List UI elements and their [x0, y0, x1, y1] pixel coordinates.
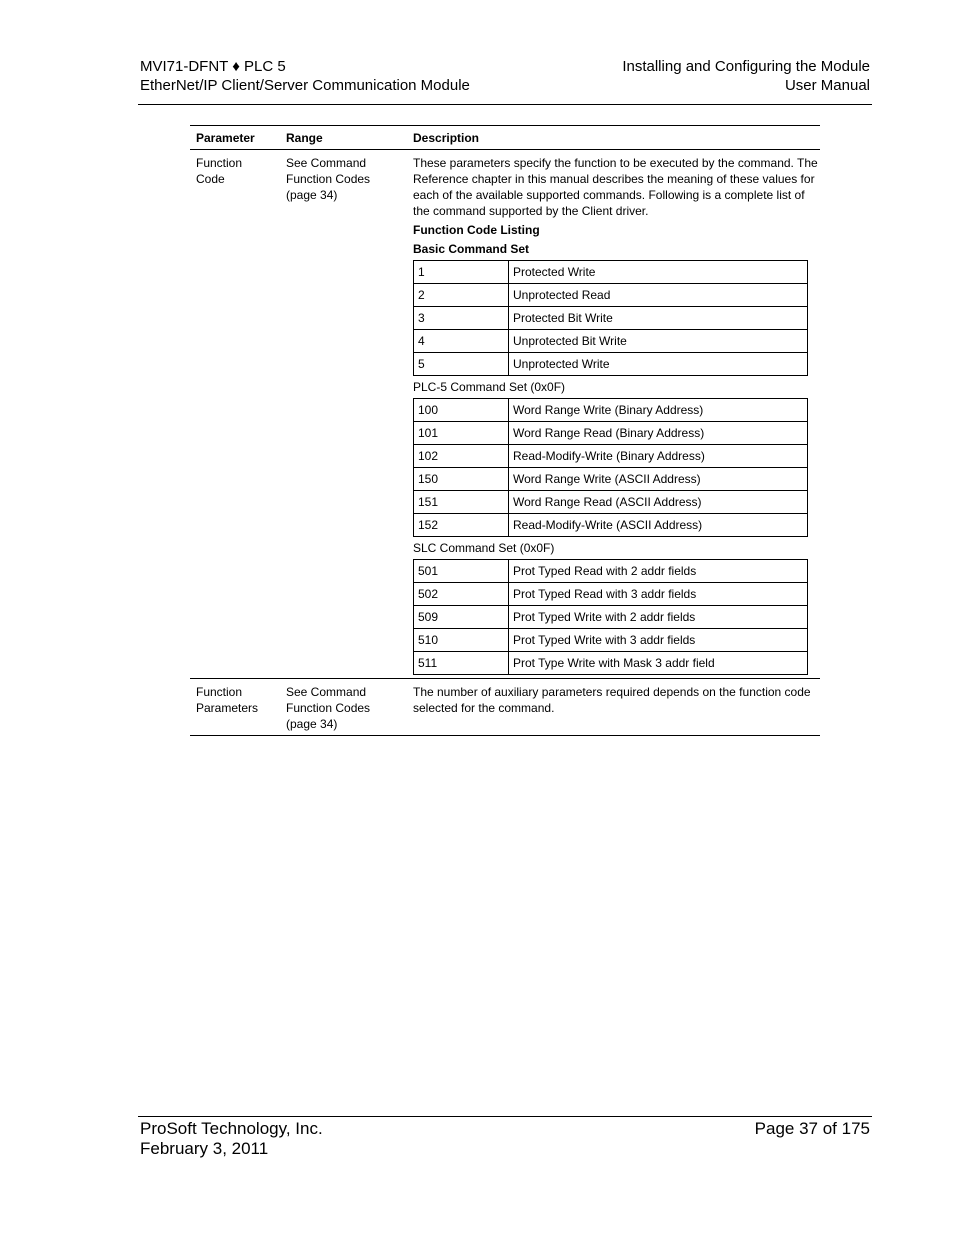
table-row	[414, 330, 808, 353]
table-row-function-parameters	[190, 679, 820, 736]
table-row	[414, 583, 808, 606]
table-row	[414, 468, 808, 491]
table-row	[414, 491, 808, 514]
footer-company: ProSoft Technology, Inc.	[140, 1119, 323, 1138]
code-cell: 152	[414, 514, 509, 537]
code-name-cell: Prot Typed Read with 2 addr fields	[509, 560, 808, 583]
code-cell: 151	[414, 491, 509, 514]
table-row	[414, 606, 808, 629]
code-name-cell: Prot Typed Write with 3 addr fields	[509, 629, 808, 652]
code-name-cell: Word Range Write (Binary Address)	[509, 399, 808, 422]
code-cell: 502	[414, 583, 509, 606]
slc-command-set-table	[413, 559, 808, 675]
code-name-cell: Protected Bit Write	[509, 307, 808, 330]
code-name-cell: Word Range Write (ASCII Address)	[509, 468, 808, 491]
table-row	[414, 261, 808, 284]
table-row	[414, 307, 808, 330]
table-row-function-code	[190, 150, 820, 679]
code-name-cell: Prot Type Write with Mask 3 addr field	[509, 652, 808, 675]
table-row	[414, 514, 808, 537]
column-header-description: Description	[407, 126, 820, 150]
set-label-slc: SLC Command Set (0x0F)	[413, 541, 555, 555]
code-cell: 150	[414, 468, 509, 491]
footer-date: February 3, 2011	[140, 1139, 269, 1158]
code-name-cell: Protected Write	[509, 261, 808, 284]
code-name-cell: Prot Typed Write with 2 addr fields	[509, 606, 808, 629]
code-name-cell: Unprotected Write	[509, 353, 808, 376]
footer-left	[140, 1119, 323, 1159]
code-cell: 2	[414, 284, 509, 307]
code-cell: 5	[414, 353, 509, 376]
set-label-basic: Basic Command Set	[413, 242, 530, 256]
code-cell: 511	[414, 652, 509, 675]
table-row	[414, 399, 808, 422]
code-name-cell: Read-Modify-Write (Binary Address)	[509, 445, 808, 468]
basic-command-set-table	[413, 260, 808, 376]
header-chapter: Installing and Configuring the Module	[622, 58, 870, 75]
column-header-range: Range	[280, 126, 407, 150]
parameter-cell: Function Parameters	[190, 679, 280, 736]
code-cell: 100	[414, 399, 509, 422]
set-label-plc5: PLC-5 Command Set (0x0F)	[413, 380, 566, 394]
page-number: Page 37 of 175	[754, 1119, 870, 1138]
listing-title: Function Code Listing	[413, 223, 540, 237]
table-row	[414, 652, 808, 675]
code-name-cell: Prot Typed Read with 3 addr fields	[509, 583, 808, 606]
code-cell: 501	[414, 560, 509, 583]
table-row	[414, 353, 808, 376]
code-cell: 510	[414, 629, 509, 652]
code-name-cell: Unprotected Bit Write	[509, 330, 808, 353]
description-cell	[407, 150, 820, 679]
code-cell: 3	[414, 307, 509, 330]
header-product: MVI71-DFNT ♦ PLC 5	[140, 58, 286, 75]
code-cell: 101	[414, 422, 509, 445]
column-header-parameter: Parameter	[190, 126, 280, 150]
header-divider	[138, 104, 872, 105]
table-row	[414, 284, 808, 307]
footer-divider	[138, 1116, 872, 1117]
table-row	[414, 560, 808, 583]
range-cell: See Command Function Codes (page 34)	[280, 150, 407, 679]
code-cell: 509	[414, 606, 509, 629]
table-row	[414, 422, 808, 445]
header-doc-type: User Manual	[784, 77, 870, 94]
table-header-row	[190, 126, 820, 150]
code-cell: 102	[414, 445, 509, 468]
code-cell: 4	[414, 330, 509, 353]
table-row	[414, 445, 808, 468]
header-right	[622, 57, 870, 95]
range-cell: See Command Function Codes (page 34)	[280, 679, 407, 736]
code-cell: 1	[414, 261, 509, 284]
code-name-cell: Word Range Read (ASCII Address)	[509, 491, 808, 514]
header-left	[140, 57, 470, 95]
table-row	[414, 629, 808, 652]
plc5-command-set-table	[413, 398, 808, 537]
code-name-cell: Read-Modify-Write (ASCII Address)	[509, 514, 808, 537]
parameter-table	[190, 125, 820, 736]
description-text: These parameters specify the function to be executed by the command. The Reference chapter in this manual describes the meaning of these values for each of the available supported commands. Following is a complete list of the command supported by the Client driver.	[413, 156, 818, 218]
code-name-cell: Unprotected Read	[509, 284, 808, 307]
parameter-cell: Function Code	[190, 150, 280, 679]
description-cell: The number of auxiliary parameters required depends on the function code selected for the command.	[407, 679, 820, 736]
header-module-name: EtherNet/IP Client/Server Communication Module	[140, 77, 470, 94]
code-name-cell: Word Range Read (Binary Address)	[509, 422, 808, 445]
